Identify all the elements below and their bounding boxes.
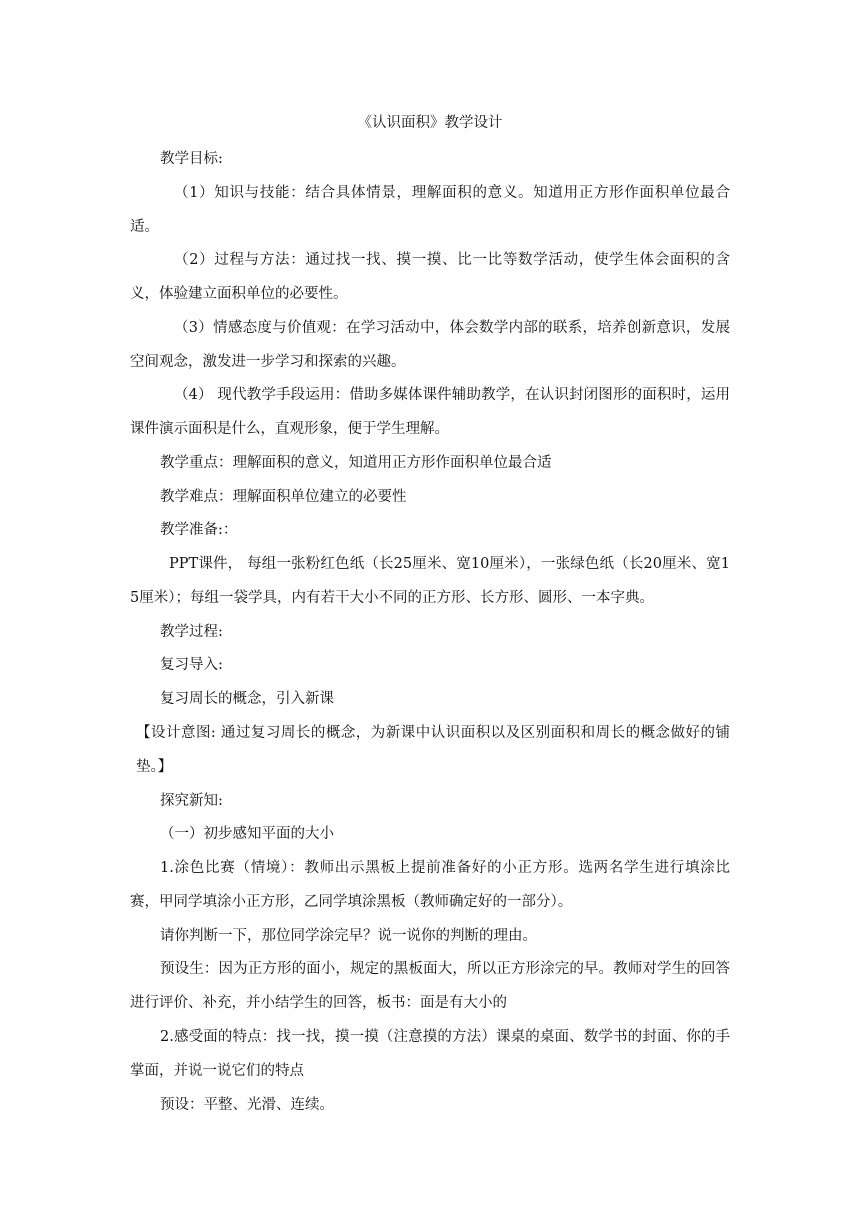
paragraph-key-point: 教学重点：理解面积的意义，知道用正方形作面积单位最合适 bbox=[160, 455, 552, 471]
paragraph-goal-4: （4） 现代教学手段运用：借助多媒体课件辅助教学，在认识封闭图形的面积时，运用课件演示面积是什么，直观形象，便于学生理解。 bbox=[130, 387, 730, 437]
paragraph-coloring-game: 1.涂色比赛（情境）：教师出示黑板上提前准备好的小正方形。选两名学生进行填涂比赛，甲同学填涂小正方形，乙同学填涂黑板（教师确定好的一部分）。 bbox=[130, 860, 730, 910]
paragraph-goal-3: （3）情感态度与价值观：在学习活动中，体会数学内部的联系，培养创新意识，发展空间观念，激发进一步学习和探索的兴趣。 bbox=[130, 320, 730, 370]
paragraph-materials: PPT课件， 每组一张粉红色纸（长25厘米、宽10厘米），一张绿色纸（长20厘米、宽15厘米）；每组一袋学具，内有若干大小不同的正方形、长方形、圆形、一本字典。 bbox=[130, 556, 730, 606]
paragraph-explore: 探究新知: bbox=[160, 793, 223, 809]
paragraph-teaching-process: 教学过程: bbox=[160, 624, 223, 640]
paragraph-expected: 预设：平整、光滑、连续。 bbox=[160, 1097, 334, 1113]
paragraph-teaching-goals: 教学目标: bbox=[160, 151, 223, 167]
paragraph-section-one: （一）初步感知平面的大小 bbox=[160, 826, 334, 842]
paragraph-difficulty: 教学难点：理解面积单位建立的必要性 bbox=[160, 489, 407, 505]
paragraph-student-answer: 预设生：因为正方形的面小，规定的黑板面大，所以正方形涂完的早。教师对学生的回答进行评价、补充，并小结学生的回答，板书：面是有大小的 bbox=[130, 961, 730, 1011]
paragraph-review-perimeter: 复习周长的概念，引入新课 bbox=[160, 691, 334, 707]
document-title: 《认识面积》教学设计 bbox=[357, 115, 503, 131]
paragraph-preparation: 教学准备:： bbox=[160, 522, 238, 538]
paragraph-goal-2: （2）过程与方法：通过找一找、摸一摸、比一比等数学活动，使学生体会面积的含义，体验建立面积单位的必要性。 bbox=[130, 252, 730, 302]
paragraph-feel-surface: 2.感受面的特点：找一找，摸一摸（注意摸的方法）课桌的桌面、数学书的封面、你的手掌面，并说一说它们的特点 bbox=[130, 1029, 730, 1079]
paragraph-judge: 请你判断一下，那位同学涂完早？说一说你的判断的理由。 bbox=[160, 928, 537, 944]
paragraph-design-intent: 【设计意图: 通过复习周长的概念，为新课中认识面积以及区别面积和周长的概念做好的铺垫。】 bbox=[136, 725, 730, 775]
paragraph-review-intro: 复习导入: bbox=[160, 657, 223, 673]
paragraph-goal-1: （1）知识与技能：结合具体情景，理解面积的意义。知道用正方形作面积单位最合适。 bbox=[130, 185, 730, 235]
